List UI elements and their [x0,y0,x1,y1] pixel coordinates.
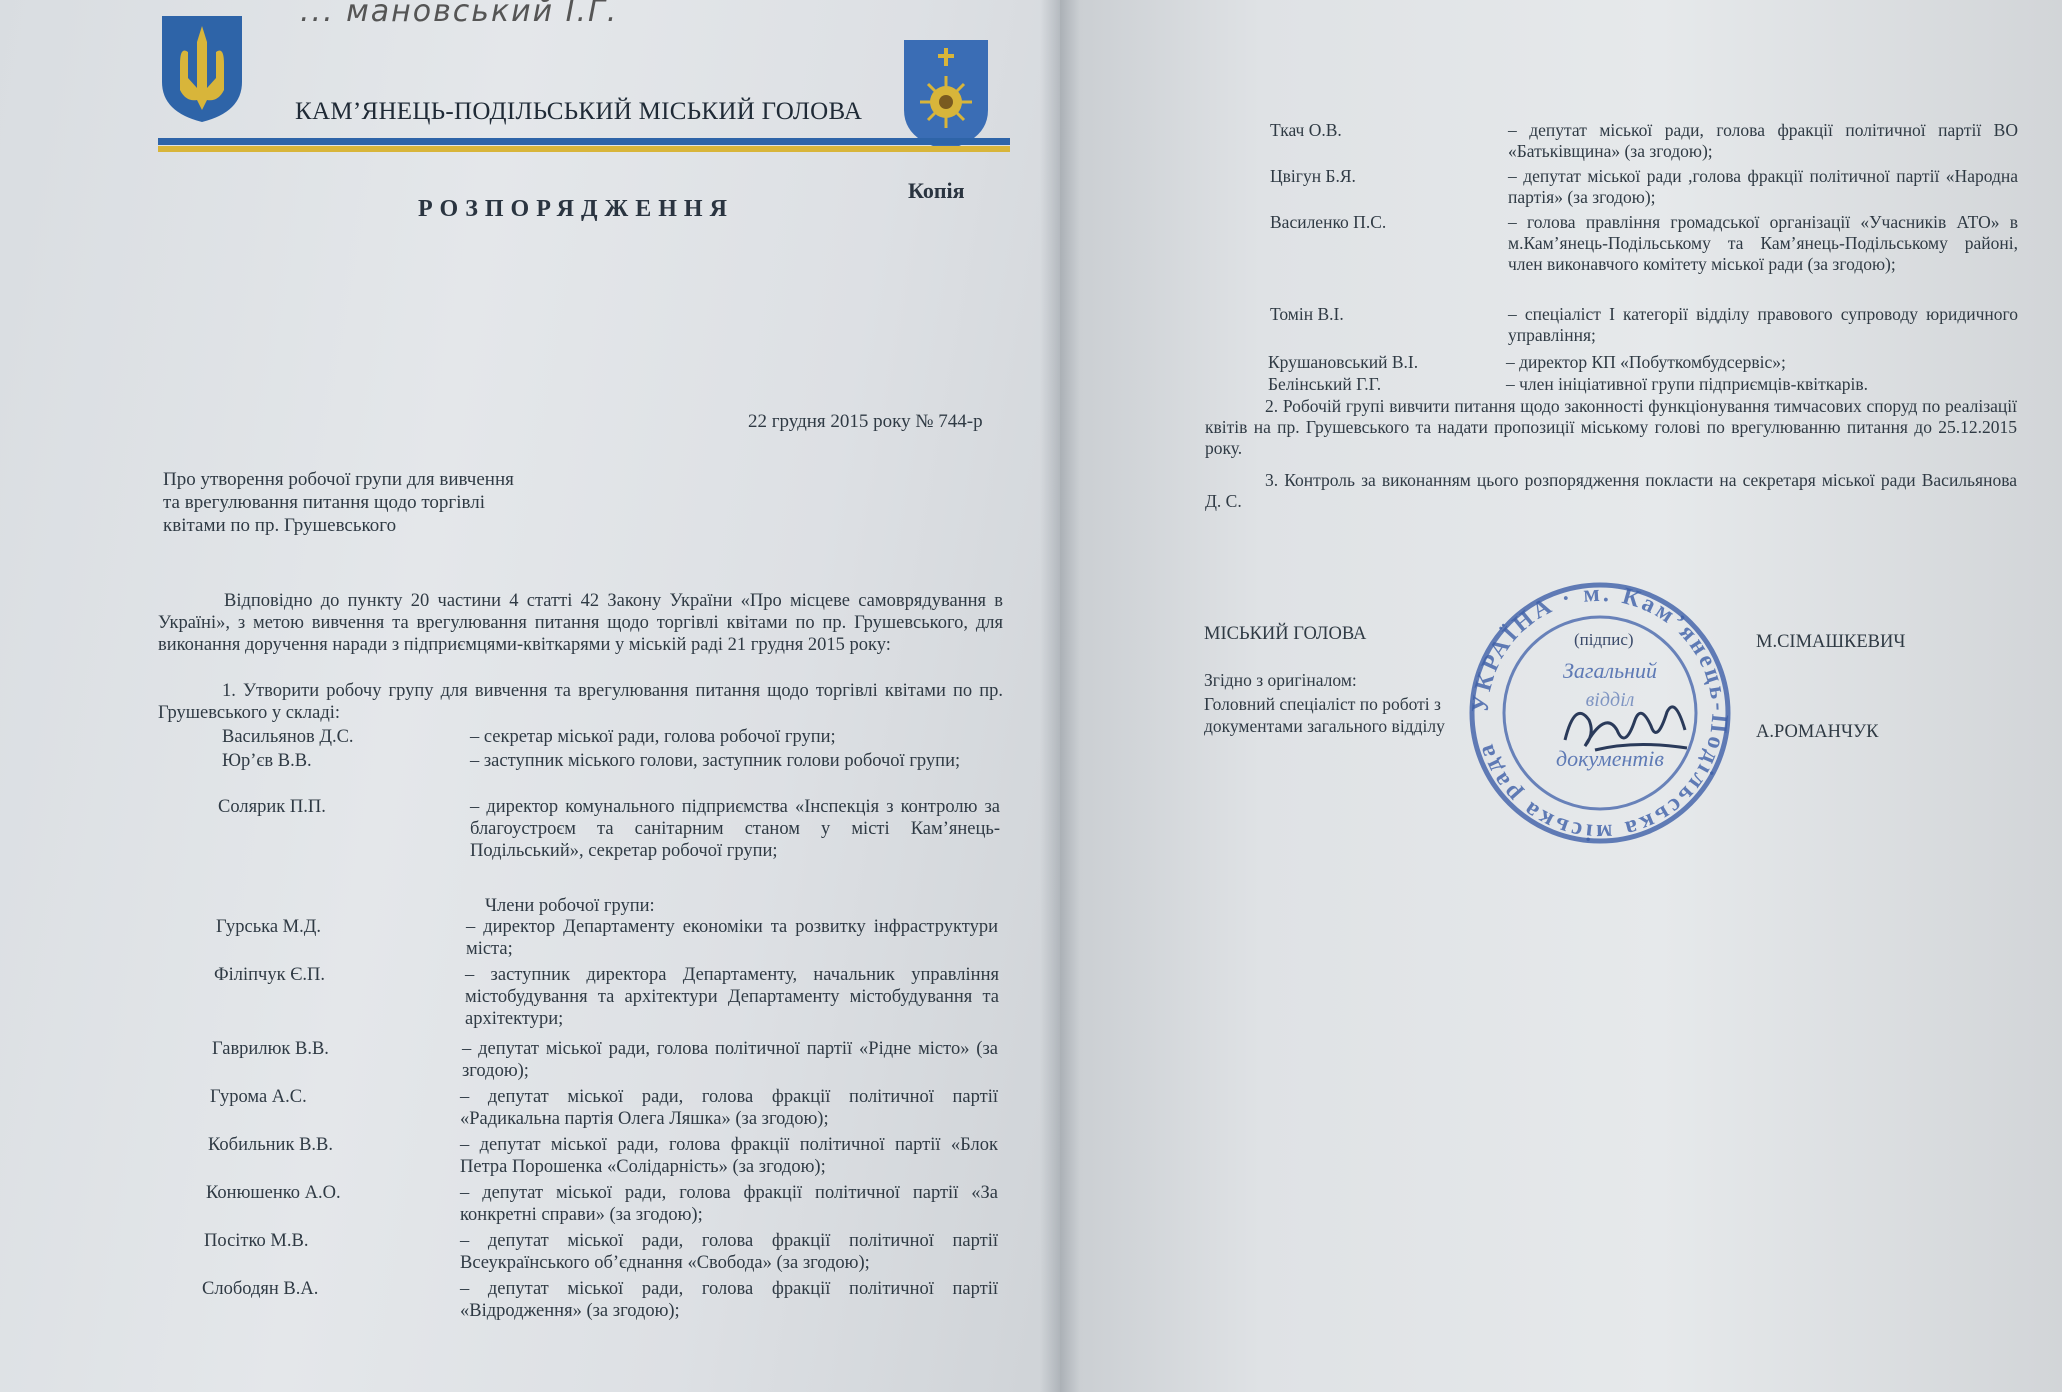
member-name: Гурська М.Д. [216,917,322,937]
member-desc: – депутат міської ради, голова фракції політичної партії Всеукраїнського об’єднання «Свобода» (за згодою); [460,1231,998,1273]
handwritten-signature-icon [1555,690,1695,770]
intro-paragraph: Відповідно до пункту 20 частини 4 статті 42 Закону України «Про місцеве самоврядування в Україні», з метою вивчення та врегулювання питання щодо торгівлі квітами по пр. Грушевського, для виконання доручення наради з підприємцями-квіткарями у міській раді 21 грудня 2015 року: [158,591,1003,655]
member-desc: – депутат міської ради, голова фракції політичної партії ВО «Батьківщина» (за згодою); [1508,120,2018,161]
ukraine-coat-of-arms-icon [158,12,246,124]
mayor-title: КАМ’ЯНЕЦЬ-ПОДІЛЬСЬКИЙ МІСЬКИЙ ГОЛОВА [295,98,863,125]
member-name: Ткач О.В. [1270,120,1342,140]
member-name: Белінський Г.Г. [1268,374,1382,394]
agreed-line: Згідно з оригіналом: [1204,670,1357,690]
member-desc: – голова правління громадської організації «Учасників АТО» в м.Кам’янець-Подільському та Кам’янець-Подільському районі, член виконавчого комітету міської ради (за згодою); [1508,212,2018,274]
member-name: Філіпчук Є.П. [214,965,326,985]
member-name: Василенко П.С. [1270,212,1387,232]
signature-position: МІСЬКИЙ ГОЛОВА [1204,624,1367,644]
member-desc: – депутат міської ради, голова фракції політичної партії «Відродження» (за згодою); [460,1279,998,1321]
copy-mark: Копія [908,178,965,203]
member-desc: – спеціаліст І категорії відділу правового супроводу юридичного управління; [1508,304,2018,345]
paragraph-2: 2. Робочій групі вивчити питання щодо законності функціонування тимчасових споруд по реалізації квітів на пр. Грушевського та надати пропозиції міському голові по врегулюванню питання до 25.12.2015 року. [1205,396,2017,458]
member-name: Конюшенко А.О. [206,1183,341,1203]
member-name: Цвігун Б.Я. [1270,166,1356,186]
subject-line: квітами по пр. Грушевського [163,515,397,536]
header-blue-line [158,138,1010,145]
stamp-inner-text: відділ [1585,689,1635,711]
member-name: Томін В.І. [1270,304,1344,324]
member-desc: – депутат міської ради ,голова фракції політичної партії «Народна партія» (за згодою); [1508,166,2018,207]
subject-line: та врегулювання питання щодо торгівлі [163,492,485,513]
member-desc: – депутат міської ради, голова фракції політичної партії «Блок Петра Порошенка «Солідарність» (за згодою); [460,1135,998,1177]
handwritten-note: ... мановський І.Г. [300,0,619,29]
member-name: Гаврилюк В.В. [212,1039,329,1059]
member-desc: – секретар міської ради, голова робочої групи; [470,727,836,747]
subject [163,468,563,537]
member-desc: – директор КП «Побуткомбудсервіс»; [1506,352,1786,372]
member-desc: – член ініціативної групи підприємців-квіткарів. [1506,374,1869,394]
member-name: Юр’єв В.В. [222,751,312,771]
member-desc: – депутат міської ради, голова фракції політичної партії «Радикальна партія Олега Ляшка» (за згодою); [460,1087,998,1129]
page-fold [1040,0,1080,1392]
paragraph-3: 3. Контроль за виконанням цього розпорядження покласти на секретаря міської ради Васильянова Д. С. [1205,470,2017,511]
stamp-outer-text: УКРАЇНА · м. Кам’янець-Подільська міська рада [1467,580,1733,846]
member-desc: – заступник міського голови, заступник голови робочої групи; [470,751,961,771]
signature-placeholder: (підпис) [1574,630,1634,649]
specialist-line: документами загального відділу [1204,716,1445,736]
header-yellow-line [158,146,1010,152]
member-desc: – заступник директора Департаменту, начальник управління містобудування та архітектури Департаменту містобудування та архітектури; [465,965,999,1029]
city-coat-of-arms-icon [900,36,992,154]
member-desc: – директор Департаменту економіки та розвитку інфраструктури міста; [466,917,998,959]
mayor-name: М.СІМАШКЕВИЧ [1756,632,1906,652]
member-name: Солярик П.П. [218,797,326,817]
members-heading: Члени робочої групи: [485,896,655,916]
paragraph-1: 1. Утворити робочу групу для вивчення та врегулювання питання щодо торгівлі квітами по пр. Грушевського у складі: [158,681,1003,723]
member-name: Посітко М.В. [204,1231,309,1251]
member-desc: – директор комунального підприємства «Інспекція з контролю за благоустроєм та санітарним станом у місті Кам’янець-Подільський», секретар робочої групи; [470,797,1000,861]
member-desc: – депутат міської ради, голова фракції політичної партії «За конкретні справи» (за згодою); [460,1183,998,1225]
subject-line: Про утворення робочої групи для вивчення [163,469,514,490]
member-name: Васильянов Д.С. [222,727,354,747]
member-desc: – депутат міської ради, голова політичної партії «Рідне місто» (за згодою); [462,1039,998,1081]
member-name: Крушановський В.І. [1268,352,1419,372]
member-name: Слободян В.А. [202,1279,319,1299]
stamp-inner-text: Загальний [1563,658,1657,683]
member-name: Кобильник В.В. [208,1135,333,1155]
document-type: РОЗПОРЯДЖЕННЯ [418,196,734,222]
specialist-name: А.РОМАНЧУК [1756,722,1879,742]
specialist-line: Головний спеціаліст по роботі з [1204,694,1441,714]
date-number: 22 грудня 2015 року № 744-р [748,411,983,432]
stamp-inner-text: документів [1556,746,1664,771]
member-name: Гурома А.С. [210,1087,307,1107]
